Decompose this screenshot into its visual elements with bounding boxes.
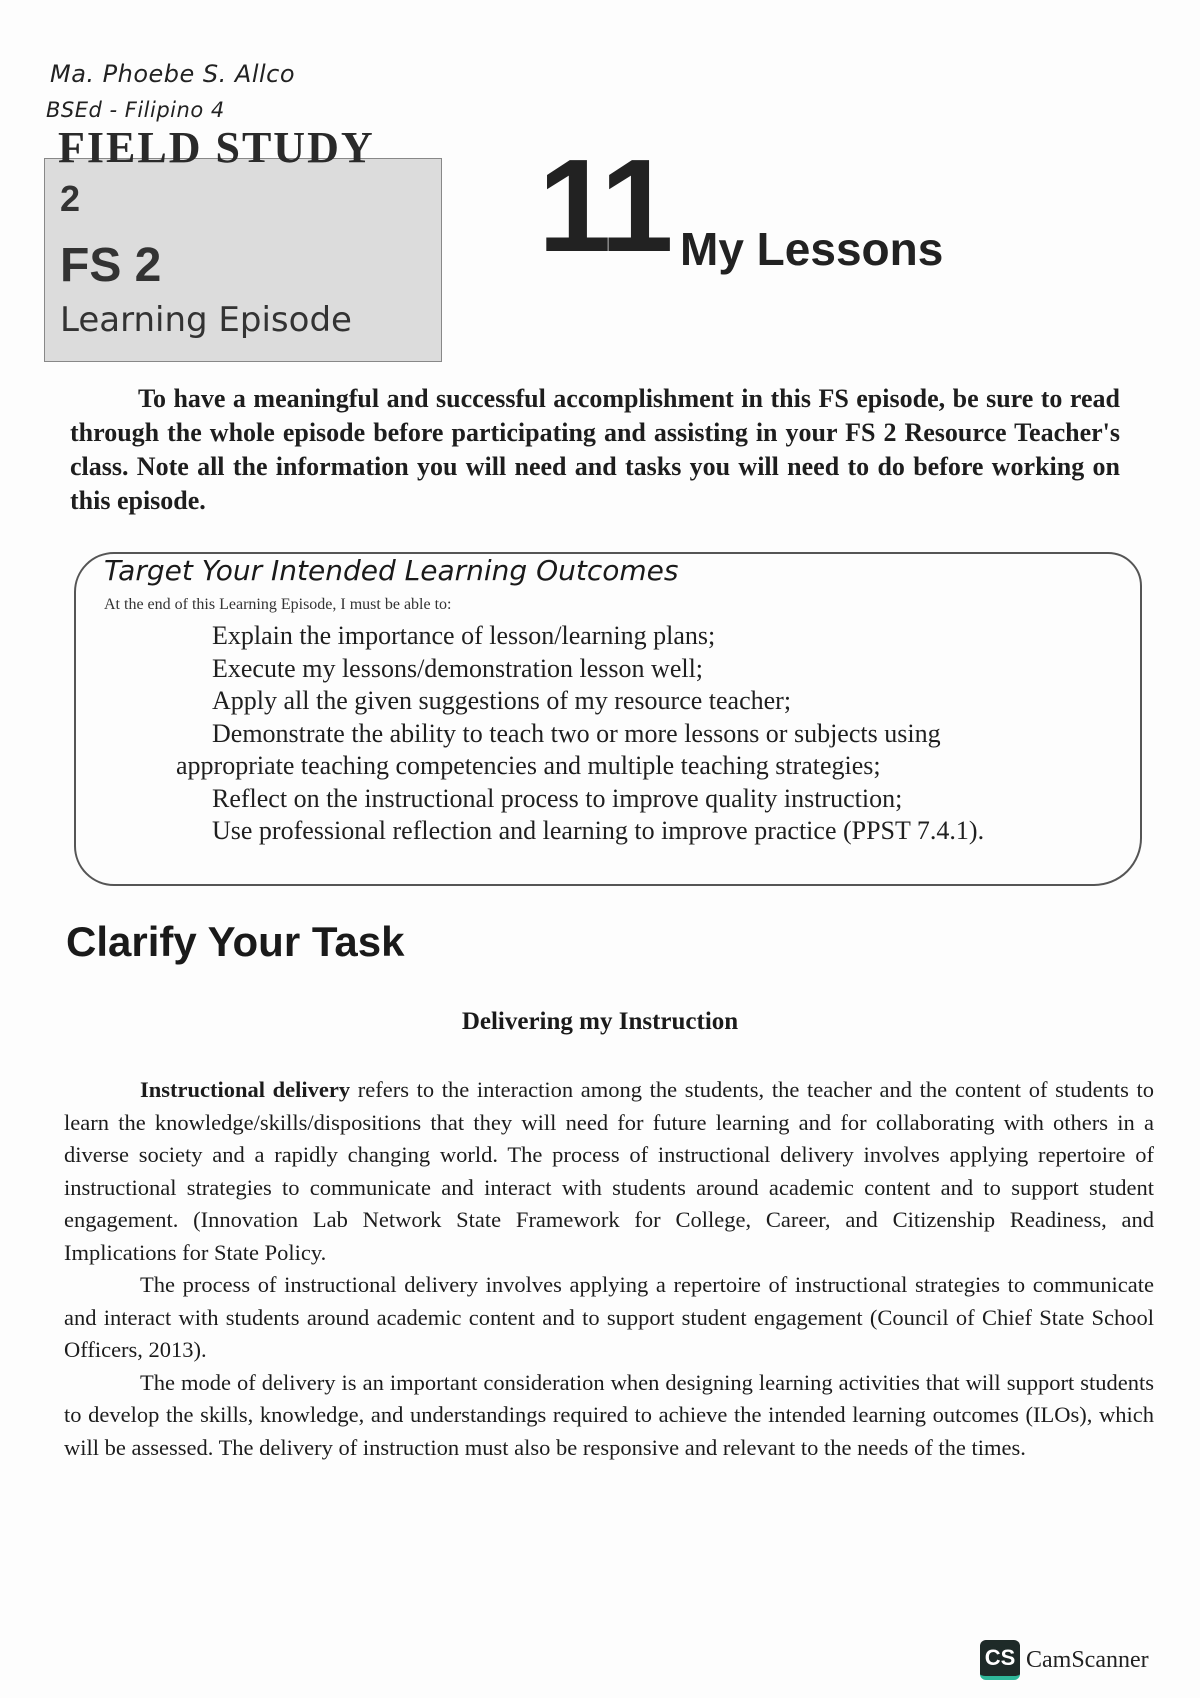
- body-paragraph: The mode of delivery is an important consideration when designing learning activities that will support students to develop the skills, knowledge, and understandings required to achieve the intended learning outcomes (ILOs), which will be assessed. The delivery of instruction must also be responsive and relevant to the needs of the times.: [64, 1369, 1154, 1460]
- outcome-item: Execute my lessons/demonstration lesson well;: [212, 653, 704, 683]
- field-study-code: FS 2: [60, 239, 162, 292]
- body-paragraph: Instructional delivery refers to the interaction among the students, the teacher and the content of students to learn the knowledge/skills/dispositions that they will need for future learning and for collaborating with others in a diverse society and a rapidly changing world. The process of instructional delivery involves applying repertoire of instructional strategies to communicate and interact with students around academic content and to support student engagement. (Innovation Lab Network State Framework for College, Career, and Citizenship Readiness, and Implications for State Policy.: [64, 1077, 1154, 1265]
- outcome-item: Demonstrate the ability to teach two or more lessons or subjects using: [212, 718, 941, 748]
- handwritten-course: BSEd - Filipino 4: [46, 98, 225, 122]
- camscanner-watermark: [980, 1640, 1149, 1680]
- outcome-item: Reflect on the instructional process to improve quality instruction;: [212, 783, 903, 813]
- outcomes-list: [176, 620, 1096, 848]
- outcomes-title: Target Your Intended Learning Outcomes: [104, 554, 679, 587]
- intro-paragraph: To have a meaningful and successful accomplishment in this FS episode, be sure to read through the whole episode before participating and assisting in your FS 2 Resource Teacher's class. Note all the information you will need and tasks you will need to do before working on this episode.: [70, 384, 1120, 515]
- outcome-item: Apply all the given suggestions of my resource teacher;: [212, 686, 792, 715]
- body-text: [64, 1074, 1154, 1464]
- handwritten-name: Ma. Phoebe S. Allco: [50, 60, 296, 88]
- body-paragraph: The process of instructional delivery involves applying a repertoire of instructional strategies to communicate and interact with students around academic content and to support student engagement (Council of Chief State School Officers, 2013).: [64, 1272, 1154, 1362]
- episode-number: 11: [538, 132, 670, 279]
- term-instructional-delivery: Instructional delivery: [140, 1077, 351, 1102]
- field-study-number: 2: [60, 178, 81, 219]
- field-study-title: FIELD STUDY: [58, 123, 375, 172]
- section-subheading: Delivering my Instruction: [461, 1008, 739, 1035]
- camscanner-logo-icon: CS: [980, 1640, 1020, 1680]
- camscanner-label: CamScanner: [1026, 1646, 1149, 1673]
- section-heading: Clarify Your Task: [66, 918, 405, 965]
- outcomes-intro: At the end of this Learning Episode, I must be able to:: [104, 596, 452, 613]
- learning-episode-label: Learning Episode: [60, 300, 352, 340]
- outcome-item: Explain the importance of lesson/learning plans;: [212, 621, 716, 650]
- outcome-item-continuation: appropriate teaching competencies and multiple teaching strategies;: [176, 751, 881, 780]
- outcome-item: Use professional reflection and learning to improve practice (PPST 7.4.1).: [212, 816, 985, 845]
- episode-title: My Lessons: [680, 223, 944, 275]
